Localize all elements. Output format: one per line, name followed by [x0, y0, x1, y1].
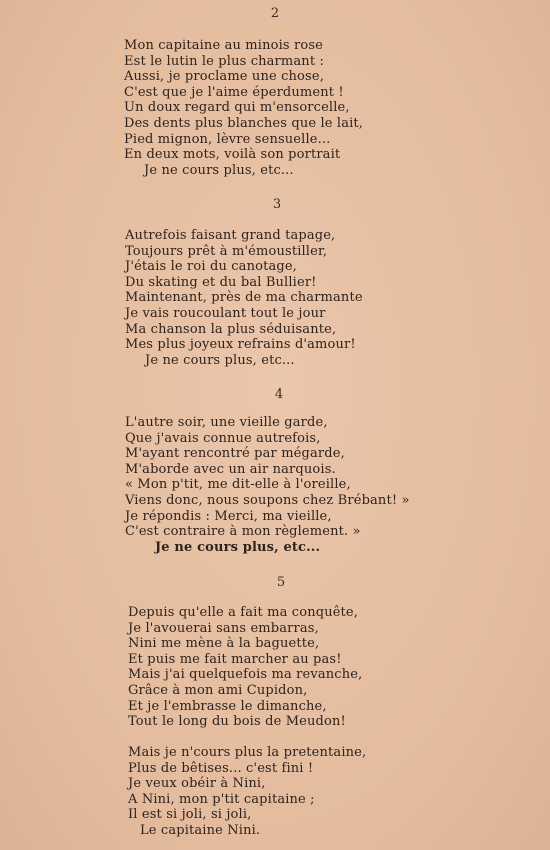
verse-line: Je l'avouerai sans embarras,: [128, 620, 319, 636]
stanza-4: [125, 415, 410, 555]
verse-line: Des dents plus blanches que le lait,: [124, 115, 364, 131]
verse-line: Aussi, je proclame une chose,: [124, 69, 324, 85]
verse-line: Et puis me fait marcher au pas!: [128, 651, 342, 667]
stanza-2: [124, 38, 363, 178]
stanza-number: 3: [272, 197, 282, 212]
verse-line: Mais j'ai quelquefois ma revanche,: [128, 667, 363, 683]
verse-line: Je vais roucoulant tout le jour: [125, 305, 326, 321]
stanza-3: [125, 228, 363, 368]
verse-line: Pied mignon, lèvre sensuelle...: [124, 131, 331, 147]
verse-line: M'aborde avec un air narquois.: [125, 461, 336, 477]
verse-line: Maintenant, près de ma charmante: [125, 290, 363, 306]
verse-line: Toujours prêt à m'émoustiller,: [125, 243, 328, 259]
refrain-line: Le capitaine Nini.: [140, 822, 261, 838]
verse-line: Depuis qu'elle a fait ma conquête,: [128, 605, 359, 620]
verse-line: Et je l'embrasse le dimanche,: [128, 698, 327, 714]
stanza-number: 5: [276, 575, 286, 590]
verse-line: C'est contraire à mon règlement. »: [125, 524, 361, 540]
verse-line: C'est que je l'aime éperdument !: [124, 84, 344, 100]
verse-line: Mais je n'cours plus la pretentaine,: [128, 745, 367, 760]
verse-line: Grâce à mon ami Cupidon,: [128, 682, 308, 698]
verse-line: Nini me mène à la baguette,: [128, 636, 320, 652]
verse-line: Est le lutin le plus charmant :: [124, 53, 325, 69]
verse-line: Mon capitaine au minois rose: [124, 38, 323, 53]
verse-line: Autrefois faisant grand tapage,: [125, 228, 336, 243]
verse-line: J'étais le roi du canotage,: [125, 259, 297, 275]
verse-line: Tout le long du bois de Meudon!: [128, 714, 346, 730]
refrain-line: Je ne cours plus, etc...: [145, 352, 295, 368]
refrain-line: Je ne cours plus, etc...: [155, 539, 321, 555]
stanza-number: 2: [270, 6, 280, 21]
verse-line: « Mon p'tit, me dit-elle à l'oreille,: [125, 477, 351, 493]
verse-line: M'ayant rencontré par mégarde,: [125, 446, 345, 462]
verse-line: Il est si joli, si joli,: [128, 807, 252, 823]
verse-line: Un doux regard qui m'ensorcelle,: [124, 100, 350, 116]
verse-line: Du skating et du bal Bullier!: [125, 274, 317, 290]
verse-line: Viens donc, nous soupons chez Brébant! »: [125, 492, 410, 508]
verse-line: Je veux obéir à Nini,: [128, 776, 266, 792]
stanza-5: [128, 605, 362, 730]
verse-line: Je répondis : Merci, ma vieille,: [125, 508, 332, 524]
verse-line: Ma chanson la plus séduisante,: [125, 321, 337, 337]
verse-line: A Nini, mon p'tit capitaine ;: [128, 791, 315, 807]
verse-line: En deux mots, voilà son portrait: [124, 147, 341, 163]
verse-line: Que j'avais connue autrefois,: [125, 430, 321, 446]
verse-line: L'autre soir, une vieille garde,: [125, 415, 328, 430]
verse-line: Plus de bêtises... c'est fini !: [128, 760, 314, 776]
stanza-number: 4: [274, 387, 284, 402]
final-refrain: [128, 745, 366, 839]
verse-line: Mes plus joyeux refrains d'amour!: [125, 337, 356, 353]
refrain-line: Je ne cours plus, etc...: [144, 162, 294, 178]
